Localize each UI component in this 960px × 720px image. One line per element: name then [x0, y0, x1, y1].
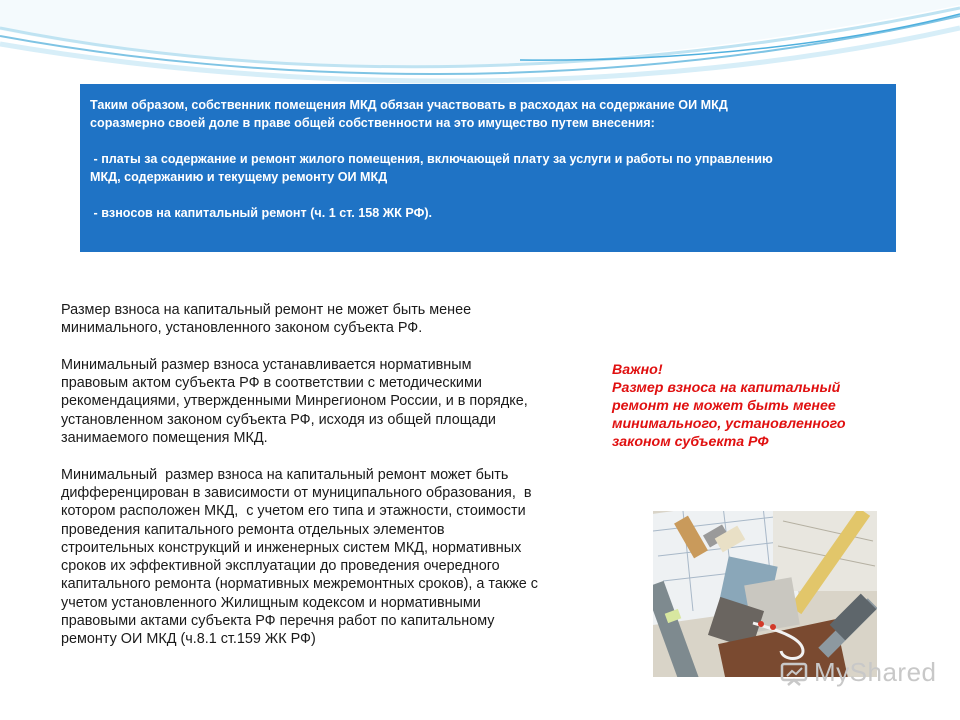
presentation-logo-icon: [780, 661, 810, 687]
callout-line: минимального, установленного: [612, 416, 846, 432]
text-line: занимаемого помещения МКД.: [61, 430, 268, 447]
text-line: установленном законом субъекта РФ, исходя из общей площади: [61, 411, 496, 428]
callout-line: Важно!: [612, 362, 663, 378]
text-line: ремонту ОИ МКД (ч.8.1 ст.159 ЖК РФ): [61, 631, 316, 648]
text-line: Минимальный размер взноса на капитальный ремонт может быть: [61, 466, 509, 483]
watermark: [780, 657, 937, 688]
summary-line: Таким образом, собственник помещения МКД обязан участвовать в расходах на содержание ОИ МКД: [90, 98, 728, 112]
text-line: дифференцирован в зависимости от муниципального образования, в: [61, 484, 532, 501]
summary-line: - взносов на капитальный ремонт (ч. 1 ст. 158 ЖК РФ).: [90, 206, 433, 220]
text-line: рекомендациями, утвержденными Минрегионом России, и в порядке,: [61, 393, 528, 410]
main-text-block: [61, 301, 601, 649]
renovation-tools-image: [653, 511, 877, 677]
text-line: строительных конструкций и инженерных систем МКД, нормативных: [61, 539, 522, 556]
callout-line: законом субъекта РФ: [612, 434, 769, 450]
text-line: проведения капитального ремонта отдельных элементов: [61, 521, 445, 538]
watermark-text: MyShared: [814, 657, 937, 687]
callout-line: Размер взноса на капитальный: [612, 380, 841, 396]
summary-line: - платы за содержание и ремонт жилого помещения, включающей плату за услуги и работы по управлению: [90, 152, 773, 166]
text-line: правовым актом субъекта РФ в соответствии с методическими: [61, 375, 482, 392]
summary-box: [80, 84, 896, 252]
text-line: Размер взноса на капитальный ремонт не может быть менее: [61, 302, 472, 318]
text-line: минимального, установленного законом субъекта РФ.: [61, 320, 423, 337]
text-line: учетом установленного Жилищным кодексом и нормативными: [61, 594, 481, 611]
text-line: правовыми актами субъекта РФ перечня работ по капитальному: [61, 613, 495, 630]
text-line: котором расположен МКД, с учетом его типа и этажности, стоимости: [61, 503, 526, 520]
text-line: Минимальный размер взноса устанавливается нормативным: [61, 356, 472, 373]
summary-line: МКД, содержанию и текущему ремонту ОИ МКД: [90, 170, 388, 184]
text-line: капитального ремонта (нормативных межремонтных сроков), а также с: [61, 576, 538, 593]
text-line: сроков их эффективной эксплуатации до проведения очередного: [61, 558, 500, 575]
callout-line: ремонт не может быть менее: [612, 398, 836, 414]
important-callout: [600, 283, 912, 479]
summary-line: соразмерно своей доле в праве общей собственности на это имущество путем внесения:: [90, 116, 655, 130]
